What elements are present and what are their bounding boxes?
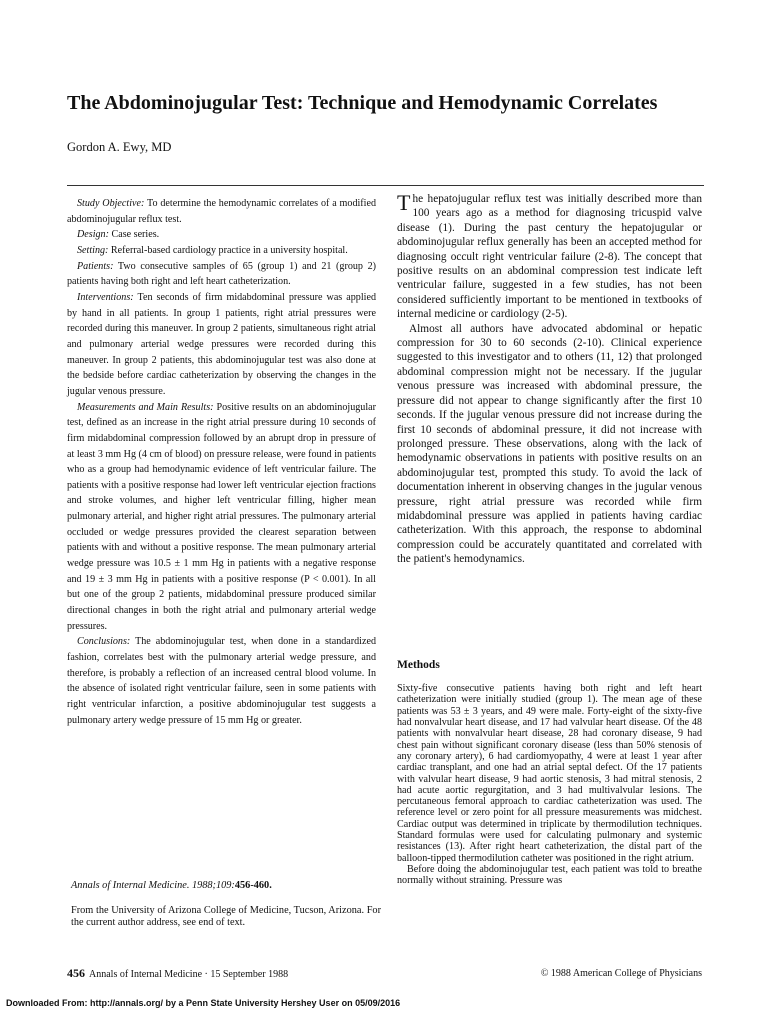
introduction bbox=[397, 192, 702, 567]
intro-paragraph-2: Almost all authors have advocated abdominal or hepatic compression for 30 to 60 seconds (2-10). Clinical experience suggested to this investigator and to others (11, 12) that prolonged abdominal compression might not be necessary. If the jugular venous pressure was increased with abdominal pressure, the pressure did not appear to change significantly after the first 10 seconds. If the jugular venous pressure did not increase during the first 10 seconds of abdominal pressure, it did not increase with prolonged pressure. These observations, along with the lack of hemodynamic observations in patients with positive results on an abdominojugular test, prompted this study. To avoid the lack of documentation inherent in observing changes in the jugular venous pressure, right atrial pressure was recorded while firm midabdominal pressure was applied in patients having cardiac catheterization. With this approach, the response to abdominal compression could be accurately quantitated and correlated with the patient's hemodynamics. bbox=[397, 322, 702, 566]
citation-pages: 456-460. bbox=[234, 880, 272, 891]
intro-text-1: he hepatojugular reflux test was initially described more than 100 years ago as a method for diagnosing tricuspid valve disease (1). During the past century the hepatojugular or abdominojugular reflux generally has been an accepted method for diagnosing occult right ventricular failure (2-8). The concept that positive results on an abdominal compression test indicate left ventricular failure, suggested in a few studies, has not been considered sufficiently important to be mentioned in textbooks of internal medicine or cardiology (2-5). bbox=[397, 193, 702, 321]
abstract-objective bbox=[67, 196, 376, 227]
abstract-text: Ten seconds of firm midabdominal pressure was applied by hand in all patients. In group 1 patients, right atrial pressures were recorded during this maneuver. In group 2 patients, simultaneous right atrial and pulmonary arterial wedge pressures were recorded during this maneuver. In group 2 patients, this abdominojugular test was also done at the bedside before cardiac catheterization by observing the changes in the jugular venous pressure. bbox=[67, 291, 376, 397]
page-footer bbox=[67, 966, 288, 982]
abstract-text: Referral-based cardiology practice in a university hospital. bbox=[108, 244, 348, 256]
methods-heading: Methods bbox=[397, 659, 440, 671]
author-affiliation: From the University of Arizona College of Medicine, Tucson, Arizona. For the current author address, see end of text. bbox=[71, 905, 381, 928]
abstract-label: Patients: bbox=[77, 260, 114, 272]
methods-section bbox=[397, 683, 702, 887]
abstract-label: Measurements and Main Results: bbox=[77, 401, 214, 413]
abstract-design bbox=[67, 227, 376, 243]
abstract-text: Case series. bbox=[108, 229, 160, 241]
abstract-text: Positive results on an abdominojugular test, defined as an increase in the right atrial pressure during 10 seconds of firm midabdominal compression followed by an abrupt drop in pressure of at least 3 mm Hg (4 cm of blood) on pressure release, were found in patients who as a group had hemodynamic evidence of left ventricular failure. The patients with a positive response had lower left ventricular ejection fractions and stroke volumes, and higher left ventricular filling, higher mean pulmonary arterial, and higher right atrial pressures. The pulmonary arterial occluded or wedge pressures provided the clearest separation between patients with and without a positive response. The mean pulmonary arterial wedge pressure was 10.5 ± 1 mm Hg in patients with a negative response and 19 ± 3 mm Hg in patients with a positive response (P < 0.001). In all but one of the group 2 patients, midabdominal pressure produced similar directional changes in both the right atrial and pulmonary arterial wedge pressures. bbox=[67, 401, 376, 632]
methods-paragraph-2: Before doing the abdominojugular test, each patient was told to breathe normally without straining. Pressure was bbox=[397, 864, 702, 887]
header-divider bbox=[67, 185, 704, 186]
drop-cap: T bbox=[397, 190, 411, 215]
abstract-text: To determine the hemodynamic correlates of a modified abdominojugular reflux test. bbox=[67, 198, 377, 225]
page-number: 456 bbox=[67, 966, 85, 980]
abstract-text: Two consecutive samples of 65 (group 1) and 21 (group 2) patients having both right and left heart catheterization. bbox=[67, 260, 376, 288]
methods-paragraph-1: Sixty-five consecutive patients having both right and left heart catheterization were initially studied (group 1). The mean age of these patients was 53 ± 3 years, and 49 were male. Forty-eight of the sixty-five had nonvalvular heart disease, and 17 had valvular heart disease. Of the 48 patients with nonvalvular heart disease, 28 had coronary disease, 9 had chest pain without significant coronary disease (less than 50% stenosis of any coronary artery), 6 had cardiomyopathy, 4 were at least 1 year after cardiac transplant, and one had an atrial septal defect. Of the 17 patients with valvular heart disease, 9 had aortic stenosis, 3 had mitral stenosis, 2 had acute aortic regurgitation, and 3 had multivalvular lesions. The percutaneous femoral approach to cardiac catheterization was used. The reference level or zero point for all pressure measurements was midchest. Cardiac output was determined in triplicate by thermodilution techniques. Standard formulas were used for calculating pulmonary and systemic resistances (13). After right heart catheterization, the distal part of the balloon-tipped thermodilution catheter was positioned in the right atrium. bbox=[397, 683, 702, 864]
abstract-setting bbox=[67, 243, 376, 259]
citation-journal: Annals of Internal Medicine. bbox=[71, 880, 190, 891]
download-notice: Downloaded From: http://annals.org/ by a Penn State University Hershey User on 05/09/2016 bbox=[6, 998, 401, 1008]
abstract-label: Interventions: bbox=[77, 291, 134, 303]
abstract bbox=[67, 196, 376, 728]
footer-journal-date: Annals of Internal Medicine · 15 September 1988 bbox=[89, 969, 289, 980]
abstract-label: Setting: bbox=[77, 244, 109, 256]
author-name: Gordon A. Ewy, MD bbox=[67, 140, 172, 154]
copyright-notice: © 1988 American College of Physicians bbox=[540, 968, 702, 979]
abstract-label: Study Objective: bbox=[77, 198, 145, 209]
abstract-label: Conclusions: bbox=[77, 636, 131, 648]
citation-year-volume: 1988;109: bbox=[189, 880, 235, 891]
abstract-results bbox=[67, 400, 376, 635]
abstract-text: The abdominojugular test, when done in a standardized fashion, correlates best with the pulmonary arterial wedge pressure, and therefore, is probably a reflection of an increased central blood volume. In the absence of isolated right ventricular failure, seen in some patients with right ventricular infarction, a positive abdominojugular test suggests a pulmonary artery wedge pressure of 15 mm Hg or greater. bbox=[67, 636, 376, 726]
journal-citation bbox=[71, 879, 376, 893]
abstract-conclusions bbox=[67, 634, 376, 728]
abstract-interventions bbox=[67, 290, 376, 400]
intro-paragraph-1 bbox=[397, 192, 702, 322]
abstract-patients bbox=[67, 259, 376, 290]
abstract-label: Design: bbox=[77, 229, 109, 241]
article-title: The Abdominojugular Test: Technique and Hemodynamic Correlates bbox=[67, 92, 658, 114]
